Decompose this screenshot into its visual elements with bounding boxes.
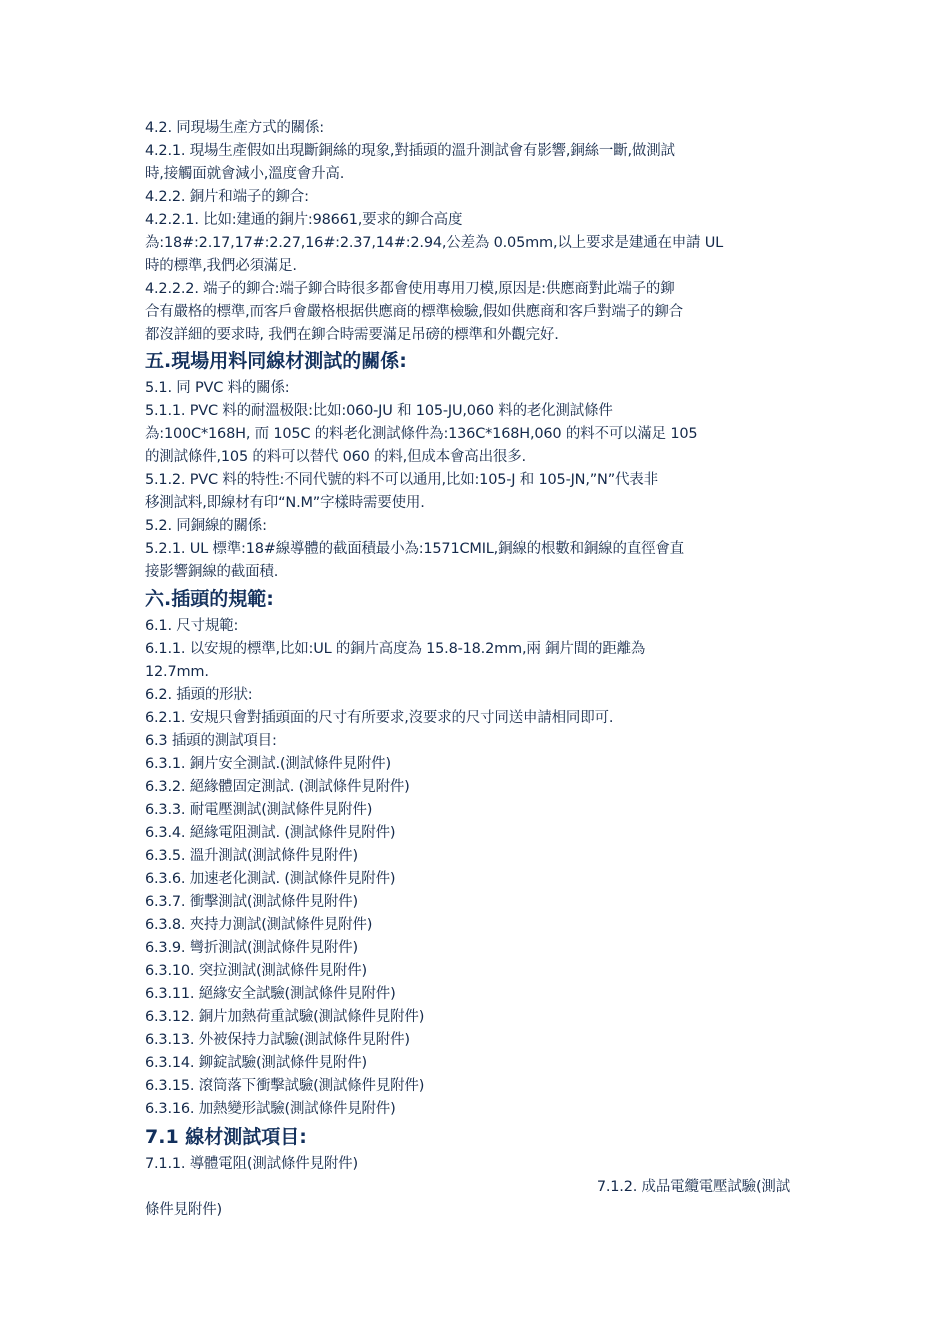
section-heading: 六.插頭的規範: bbox=[145, 588, 274, 610]
text-line: 4.2.2. 銅片和端子的鉚合: bbox=[145, 189, 309, 205]
text-line: 6.3.8. 夾持力測試(測試條件見附件) bbox=[145, 917, 373, 933]
section-heading: 五.現場用料同線材測試的關係: bbox=[145, 350, 407, 372]
text-line: 4.2. 同現場生產方式的關係: bbox=[145, 120, 324, 136]
text-line: 時,接觸面就會減小,溫度會升高. bbox=[145, 166, 345, 182]
text-line: 6.3.9. 彎折測試(測試條件見附件) bbox=[145, 940, 358, 956]
text-line: 6.3.10. 突拉測試(測試條件見附件) bbox=[145, 963, 367, 979]
text-line: 6.3.16. 加熱變形試驗(測試條件見附件) bbox=[145, 1101, 396, 1117]
text-line: 6.3.2. 絕緣體固定測試. (測試條件見附件) bbox=[145, 779, 410, 795]
text-line: 6.3.14. 鉚錠試驗(測試條件見附件) bbox=[145, 1055, 367, 1071]
text-line: 6.1. 尺寸規範: bbox=[145, 618, 239, 634]
text-line: 6.2.1. 安規只會對插頭面的尺寸有所要求,沒要求的尺寸同送申請相同即可. bbox=[145, 710, 614, 726]
text-line: 都沒詳細的要求時, 我們在鉚合時需要滿足吊磅的標準和外觀完好. bbox=[145, 327, 559, 343]
text-line: 5.1.2. PVC 料的特性:不同代號的料不可以通用,比如:105-J 和 105-JN,”N”代表非 bbox=[145, 472, 658, 488]
section-heading: 7.1 線材測試項目: bbox=[145, 1126, 307, 1148]
text-line: 6.3.12. 銅片加熱荷重試驗(測試條件見附件) bbox=[145, 1009, 425, 1025]
text-line: 6.3.1. 銅片安全測試.(測試條件見附件) bbox=[145, 756, 391, 772]
text-line: 時的標準,我們必須滿足. bbox=[145, 258, 297, 274]
text-line: 6.3.13. 外被保持力試驗(測試條件見附件) bbox=[145, 1032, 410, 1048]
text-line: 6.2. 插頭的形狀: bbox=[145, 687, 253, 703]
text-line: 12.7mm. bbox=[145, 664, 209, 680]
text-line: 7.1.1. 導體電阻(測試條件見附件) bbox=[145, 1156, 358, 1172]
text-line: 5.1. 同 PVC 料的關係: bbox=[145, 380, 290, 396]
text-line: 接影響銅線的截面積. bbox=[145, 564, 279, 580]
text-line: 4.2.1. 現場生產假如出現斷銅絲的現象,對插頭的溫升測試會有影響,銅絲一斷,做測試 bbox=[145, 143, 675, 159]
text-line: 4.2.2.2. 端子的鉚合:端子鉚合時很多都會使用專用刀模,原因是:供應商對此端子的鉚 bbox=[145, 281, 675, 297]
text-line: 6.3.6. 加速老化測試. (測試條件見附件) bbox=[145, 871, 396, 887]
text-line: 移測試料,即線材有印“N.M”字樣時需要使用. bbox=[145, 495, 425, 511]
text-line: 5.2. 同銅線的關係: bbox=[145, 518, 267, 534]
text-line: 6.3.7. 衝擊測試(測試條件見附件) bbox=[145, 894, 358, 910]
text-line: 6.3.5. 溫升測試(測試條件見附件) bbox=[145, 848, 358, 864]
text-line: 5.1.1. PVC 料的耐溫极限:比如:060-JU 和 105-JU,060 料的老化測試條件 bbox=[145, 403, 613, 419]
text-line: 的測試條件,105 的料可以替代 060 的料,但成本會高出很多. bbox=[145, 449, 526, 465]
text-line: 6.3.3. 耐電壓測試(測試條件見附件) bbox=[145, 802, 373, 818]
text-line: 6.3.11. 絕緣安全試驗(測試條件見附件) bbox=[145, 986, 396, 1002]
text-line: 6.1.1. 以安規的標準,比如:UL 的銅片高度為 15.8-18.2mm,兩 銅片間的距離為 bbox=[145, 641, 646, 657]
text-line: 4.2.2.1. 比如:建通的銅片:98661,要求的鉚合高度 bbox=[145, 212, 463, 228]
text-line: 為:100C*168H, 而 105C 的料老化測試條件為:136C*168H,060 的料不可以滿足 105 bbox=[145, 426, 698, 442]
text-line: 6.3 插頭的測試項目: bbox=[145, 733, 277, 749]
text-line: 6.3.15. 滾筒落下衝擊試驗(測試條件見附件) bbox=[145, 1078, 425, 1094]
text-line: 5.2.1. UL 標準:18#線導體的截面積最小為:1571CMIL,銅線的根數和銅線的直徑會直 bbox=[145, 541, 684, 557]
text-line: 6.3.4. 絕緣電阻測試. (測試條件見附件) bbox=[145, 825, 396, 841]
text-line: 合有嚴格的標準,而客戶會嚴格根据供應商的標準檢驗,假如供應商和客戶對端子的鉚合 bbox=[145, 304, 683, 320]
text-line: 7.1.2. 成品電纜電壓試驗(測試 bbox=[596, 1179, 790, 1195]
text-line: 條件見附件) bbox=[145, 1202, 222, 1218]
text-line: 為:18#:2.17,17#:2.27,16#:2.37,14#:2.94,公差為 0.05mm,以上要求是建通在申請 UL bbox=[145, 235, 724, 251]
